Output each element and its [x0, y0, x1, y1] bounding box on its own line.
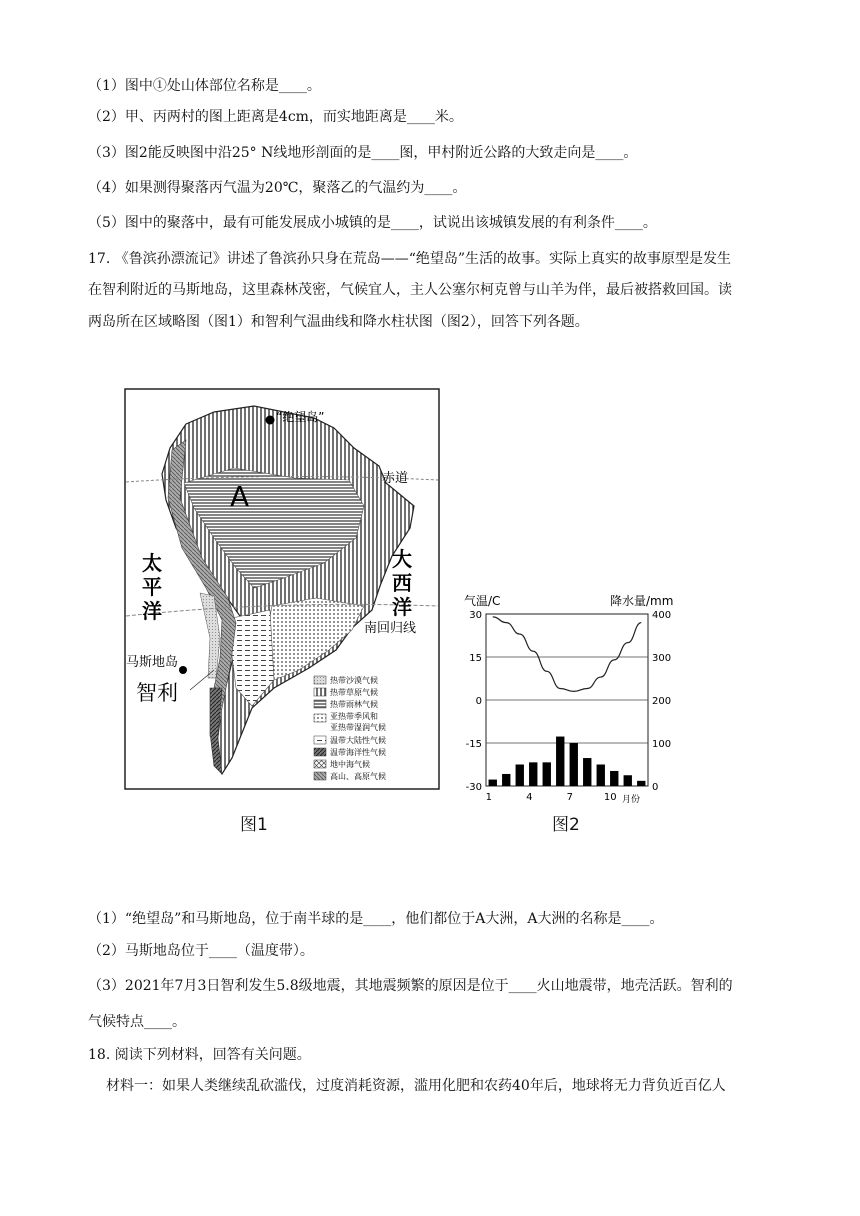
figure-2-caption: 图2 — [552, 815, 580, 835]
precipitation-bar — [583, 758, 591, 786]
question-17-3-line-2: 气候特点____。 — [88, 1014, 186, 1030]
atlantic-label-3: 洋 — [392, 595, 412, 619]
question-18-material-1: 材料一：如果人类继续乱砍滥伐，过度消耗资源，滥用化肥和农药40年后，地球将无力背负近百亿人 — [106, 1078, 726, 1094]
precipitation-bar — [516, 765, 524, 787]
y-left-tick-label: -30 — [465, 782, 482, 793]
legend-item: 亚热带季风和 — [330, 712, 378, 721]
continent-a-label: A — [230, 480, 250, 513]
precipitation-bar — [610, 771, 618, 786]
x-tick-label: 7 — [566, 792, 573, 803]
y-left-tick-label: 30 — [469, 610, 482, 621]
question-17-line-1: 17. 《鲁滨孙漂流记》讲述了鲁滨孙只身在荒岛——“绝望岛”生活的故事。实际上真实的故事原型是发生 — [88, 251, 732, 267]
juewang-island-marker — [266, 416, 275, 425]
question-16-5: （5）图中的聚落中，最有可能发展成小城镇的是____，试说出该城镇发展的有利条件____。 — [88, 215, 657, 231]
y-right-tick-label: 200 — [652, 696, 672, 707]
y-left-tick-label: 15 — [469, 653, 482, 664]
question-18-title: 18. 阅读下列材料，回答有关问题。 — [88, 1047, 311, 1063]
legend-item: 热带沙漠气候 — [330, 676, 378, 685]
island-label: “绝望岛” — [276, 410, 325, 424]
question-16-2: （2）甲、丙两村的图上距离是4cm，而实地距离是____米。 — [88, 109, 463, 125]
y-left-axis-label: 气温/C — [464, 594, 501, 608]
x-tick-label: 10 — [603, 792, 617, 803]
question-16-3: （3）图2能反映图中沿25° N线地形剖面的是____图，甲村附近公路的大致走向是____。 — [88, 145, 638, 161]
climate-chart — [456, 590, 688, 810]
precipitation-bar — [637, 781, 645, 786]
precipitation-bar — [489, 780, 497, 786]
question-17-1: （1）“绝望岛”和马斯地岛，位于南半球的是____，他们都位于A大洲，A大洲的名称是____。 — [88, 911, 664, 927]
pacific-label-1: 太 — [142, 551, 162, 575]
precipitation-bar — [529, 762, 537, 786]
pacific-label-3: 洋 — [142, 599, 162, 623]
legend-item: 地中海气候 — [330, 760, 370, 769]
question-16-4: （4）如果测得聚落丙气温为20℃，聚落乙的气温约为____。 — [88, 180, 467, 196]
precipitation-bar — [502, 774, 510, 786]
y-left-tick-label: 0 — [475, 696, 482, 707]
x-axis-label: 月份 — [622, 795, 641, 805]
tropic-label: 南回归线 — [364, 621, 417, 636]
legend-item: 热带雨林气候 — [330, 700, 378, 709]
question-17-line-3: 两岛所在区域略图（图1）和智利气温曲线和降水柱状图（图2），回答下列各题。 — [88, 314, 589, 330]
question-17-3-line-1: （3）2021年7月3日智利发生5.8级地震，其地震频繁的原因是位于____火山地震带，地壳活跃。智利的 — [88, 978, 733, 994]
legend-item: 温带大陆性气候 — [330, 736, 386, 745]
question-17-2: （2）马斯地岛位于____（温度带）。 — [88, 943, 314, 959]
pacific-label-2: 平 — [142, 575, 162, 599]
atlantic-label-2: 西 — [392, 571, 412, 595]
precipitation-bar — [597, 765, 605, 787]
legend-item: 温带海洋性气候 — [330, 748, 386, 757]
x-tick-label: 4 — [526, 792, 533, 803]
legend-item: 亚热带湿润气候 — [330, 723, 386, 732]
temperature-line — [493, 617, 642, 692]
y-right-axis-label: 降水量/mm — [610, 594, 674, 608]
precipitation-bar — [556, 737, 564, 786]
figure-1-caption: 图1 — [240, 815, 268, 835]
atlantic-label-1: 大 — [392, 547, 412, 571]
y-right-tick-label: 300 — [652, 653, 672, 664]
x-tick-label: 1 — [485, 792, 492, 803]
masi-island-marker — [179, 666, 187, 674]
question-17-line-2: 在智利附近的马斯地岛，这里森林茂密，气候宜人，主人公塞尔柯克曾与山羊为伴，最后被搭救回国。读 — [88, 282, 732, 298]
question-16-1: （1）图中①处山体部位名称是____。 — [88, 78, 321, 94]
masi-label: 马斯地岛 — [126, 655, 179, 670]
precipitation-bar — [570, 743, 578, 786]
legend-item: 高山、高原气候 — [330, 772, 386, 781]
y-right-tick-label: 400 — [652, 610, 672, 621]
precipitation-bar — [543, 762, 551, 786]
y-right-tick-label: 100 — [652, 739, 672, 750]
precipitation-bar — [624, 775, 632, 786]
y-left-tick-label: -15 — [465, 739, 482, 750]
chile-label: 智利 — [136, 681, 178, 705]
south-america-map — [124, 388, 440, 790]
equator-label: 赤道 — [382, 471, 409, 486]
legend-item: 热带草原气候 — [330, 688, 378, 697]
y-right-tick-label: 0 — [652, 782, 659, 793]
